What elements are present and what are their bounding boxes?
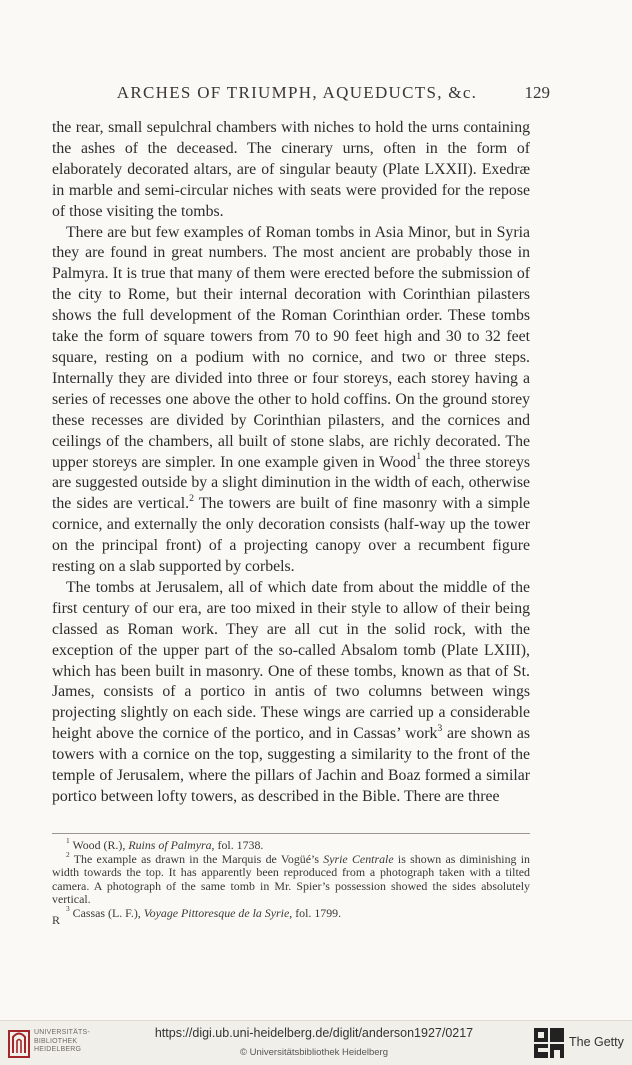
footnotes (52, 835, 531, 921)
footnote-2: $^2$ The example as drawn in the Marquis de Vogüé’s Syrie Centrale is shown as diminishing in width towards the top. It has apparently been reproduced from a photograph taken with a tilted camera. A photograph of the same tomb in Mr. Spier’s possession showed the sides absolutely vertical. (52, 849, 531, 907)
library-logo-icon[interactable] (8, 1027, 30, 1059)
permalink-url[interactable]: https://digi.ub.uni-heidelberg.de/diglit/anderson1927/0217 (154, 1026, 474, 1040)
library-name: UNIVERSITÄTS- BIBLIOTHEK HEIDELBERG (34, 1029, 90, 1053)
body-text (52, 118, 530, 808)
getty-logo-icon[interactable] (532, 1026, 566, 1060)
footnote-1: $^1$ Wood (R.), Ruins of Palmyra, fol. 1738. (66, 835, 264, 852)
viewer-footer (0, 1020, 632, 1065)
footnote-3: $^3$ Cassas (L. F.), Voyage Pittoresque de la Syrie, fol. 1799. (66, 903, 342, 920)
footnote-ref-3[interactable]: 3 (437, 722, 443, 734)
signature-mark: R (52, 913, 61, 927)
copyright-notice: © Universitätsbibliothek Heidelberg (240, 1047, 388, 1058)
partner-name: The Getty (569, 1035, 624, 1049)
paragraph-3: The tombs at Jerusalem, all of which date from about the middle of the first century of our era, are too mixed in their style to allow of their being classed as Roman work. They are all cut in the solid rock, with the exception of the upper part of the so-called Absalom tomb (Plate LXIII), which has been built in masonry. One of these tombs, known as that of St. James, consists of a portico in antis of two columns between wings projecting slightly on each side. These wings are carried up a considerable height above the cornice of the portico, and in Cassas’ work$^3$ are shown as towers with a cornice on the top, suggesting a similarity to the front of the temple of Jerusalem, where the pillars of Jachin and Boaz formed a similar portico between lofty towers, as described in the Bible. There are three (52, 578, 530, 805)
footnote-rule (52, 833, 530, 834)
page-number: 129 (524, 83, 550, 102)
footnote-ref-1[interactable]: 1 (416, 450, 422, 462)
paragraph-1: the rear, small sepulchral chambers with niches to hold the urns containing the ashes of the deceased. The cinerary urns, often in the form of elaborately decorated altars, are of singular beauty (Plate LXXII). Exedræ in marble and semi-circular niches with seats were provided for the repose of those visiting the tombs. (52, 119, 530, 220)
running-title: ARCHES OF TRIUMPH, AQUEDUCTS, &c. (116, 83, 478, 102)
paragraph-2: There are but few examples of Roman tombs in Asia Minor, but in Syria they are found in great numbers. The most ancient are probably those in Palmyra. It is true that many of them were erected before the submission of the city to Rome, but their internal decoration with Corinthian pilasters shows the full development of the Roman Corinthian order. These tombs take the form of square towers from 70 to 90 feet high and 30 to 32 feet square, resting on a podium with no cornice, and two or three steps. Internally they are divided into three or four storeys, each storey having a series of recesses one above the other to hold coffins. On the ground storey these recesses are divided by Corinthian pilasters, and the cornices and ceilings of the chambers, all built of stone slabs, are richly decorated. The upper storeys are simpler. In one example given in Wood$^1$ the three storeys are suggested outside by a slight diminution in the width of each, otherwise the sides are vertical.$^2$ The towers are built of fine masonry with a simple cornice, and externally the only decoration consists (half-way up the tower on the principal front) of a projecting canopy over a recumbent figure resting on a slab supported by corbels. (52, 223, 530, 576)
footnote-ref-2[interactable]: 2 (189, 492, 194, 504)
